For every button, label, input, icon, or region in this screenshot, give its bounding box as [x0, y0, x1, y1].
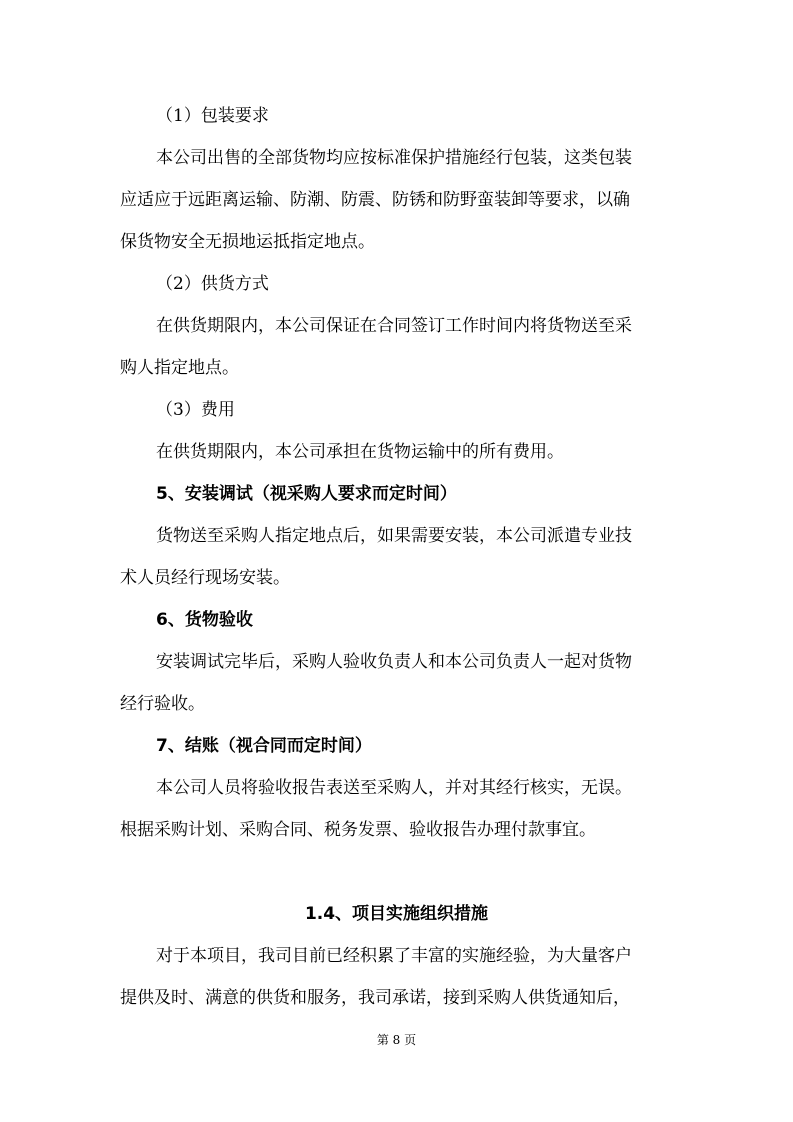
packaging-line-3: 保货物安全无损地运抵指定地点。 — [120, 232, 375, 252]
settlement-heading: 7、结账（视合同而定时间） — [156, 736, 372, 756]
install-heading: 5、安装调试（视采购人要求而定时间） — [156, 484, 457, 504]
install-line-2: 术人员经行现场安装。 — [120, 568, 290, 588]
settlement-line-1: 本公司人员将验收报告表送至采购人，并对其经行核实，无误。 — [156, 778, 632, 798]
settlement-line-2: 根据采购计划、采购合同、税务发票、验收报告办理付款事宜。 — [120, 820, 596, 840]
supply-line-2: 购人指定地点。 — [120, 358, 239, 378]
acceptance-heading: 6、货物验收 — [156, 610, 253, 630]
supply-heading: （2）供货方式 — [156, 274, 269, 294]
section-line-2: 提供及时、满意的供货和服务，我司承诺，接到采购人供货通知后， — [120, 988, 630, 1008]
packaging-line-2: 应适应于远距离运输、防潮、防震、防锈和防野蛮装卸等要求，以确 — [120, 190, 630, 210]
supply-line-1: 在供货期限内，本公司保证在合同签订工作时间内将货物送至采 — [156, 316, 632, 336]
cost-heading: （3）费用 — [156, 400, 235, 420]
page-number: 第 8 页 — [376, 1033, 417, 1047]
acceptance-line-1: 安装调试完毕后，采购人验收负责人和本公司负责人一起对货物 — [156, 652, 632, 672]
packaging-line-1: 本公司出售的全部货物均应按标准保护措施经行包装，这类包装 — [156, 148, 632, 168]
section-title: 1.4、项目实施组织措施 — [304, 904, 489, 924]
packaging-heading: （1）包装要求 — [156, 106, 269, 126]
install-line-1: 货物送至采购人指定地点后，如果需要安装，本公司派遣专业技 — [156, 526, 632, 546]
cost-line-1: 在供货期限内，本公司承担在货物运输中的所有费用。 — [156, 442, 564, 462]
acceptance-line-2: 经行验收。 — [120, 694, 205, 714]
section-line-1: 对于本项目，我司目前已经积累了丰富的实施经验，为大量客户 — [156, 946, 632, 966]
